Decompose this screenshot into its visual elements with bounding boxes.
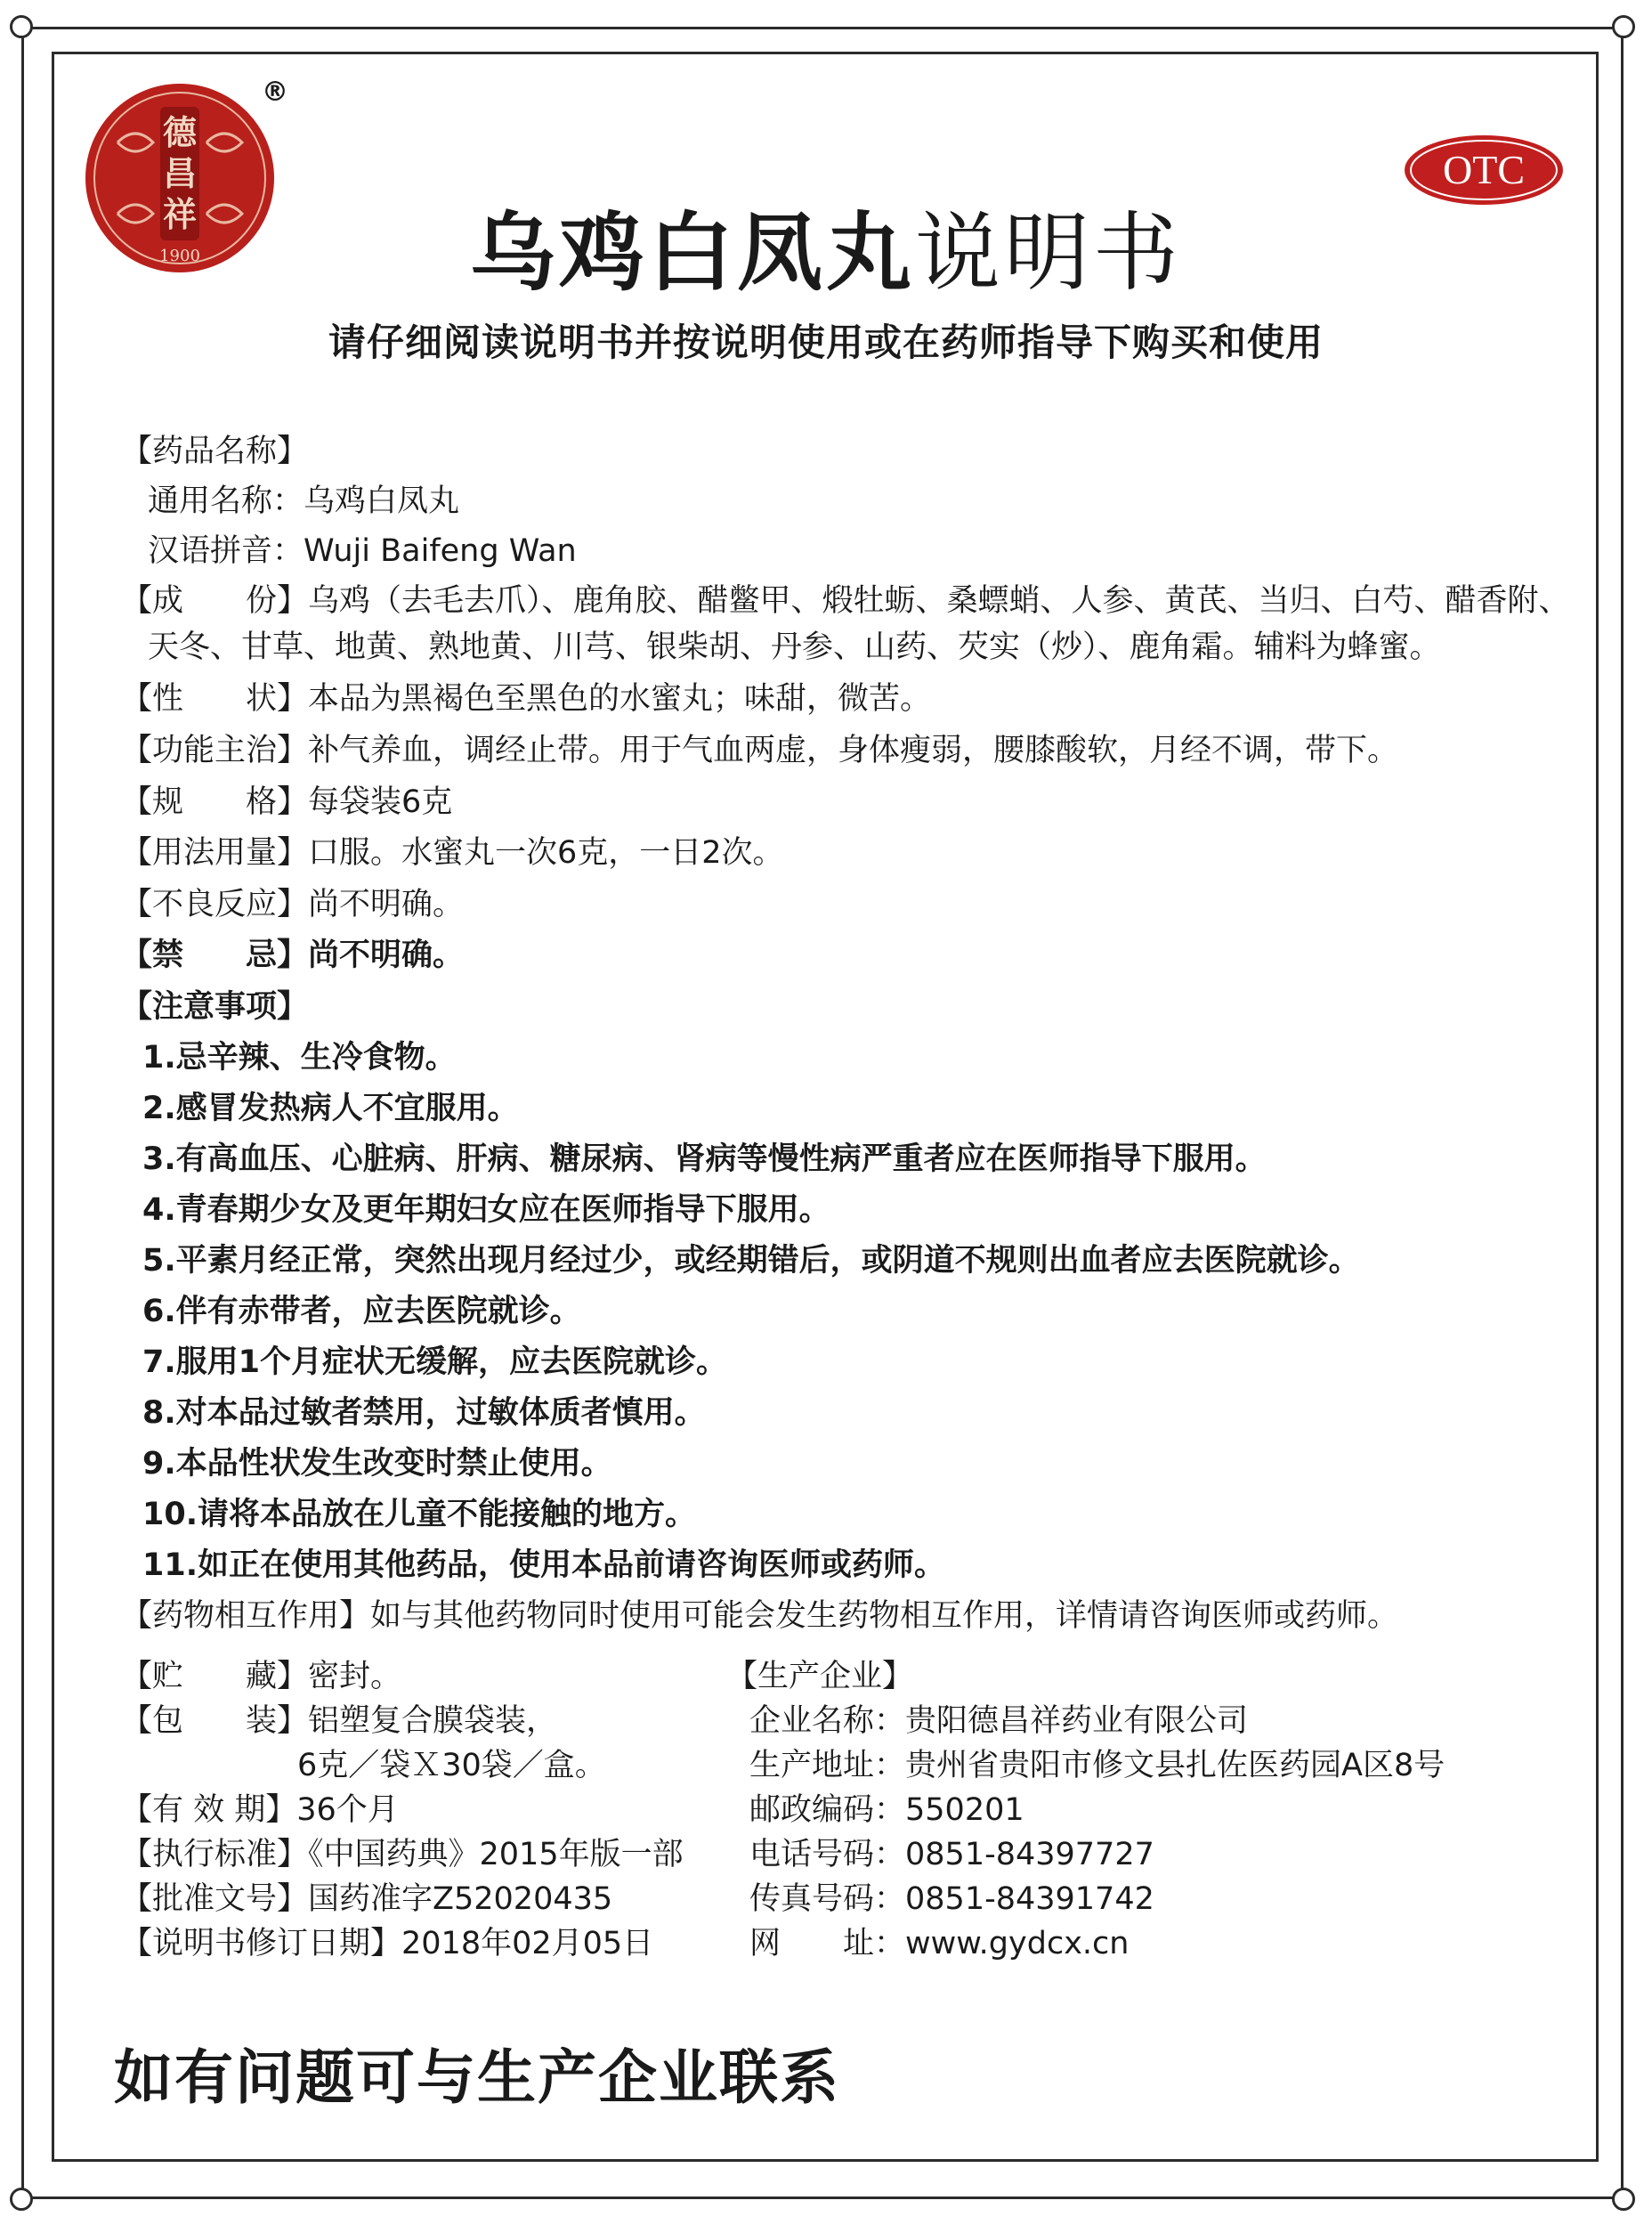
packaging-line2: 6克／袋Ｘ30袋／盒。 <box>297 1748 606 1783</box>
storage-row: 【贮 藏】密封。 <box>121 1659 402 1694</box>
corner-ornament <box>1612 15 1635 38</box>
precaution-item: 11.如正在使用其他药品，使用本品前请咨询医师或药师。 <box>142 1547 946 1583</box>
standard-row: 【执行标准】《中国药典》2015年版一部 <box>121 1837 684 1872</box>
revision-date-row: 【说明书修订日期】2018年02月05日 <box>121 1926 654 1961</box>
approval-row: 【批准文号】国药准字Z52020435 <box>121 1881 613 1917</box>
precaution-item: 2.感冒发热病人不宜服用。 <box>142 1091 519 1126</box>
website-row: 网 址：www.gydcx.cn <box>749 1926 1130 1961</box>
corner-ornament <box>1612 2188 1635 2211</box>
corner-ornament <box>10 2188 33 2211</box>
properties-row: 【性 状】本品为黑褐色至黑色的水蜜丸；味甜，微苦。 <box>121 681 932 717</box>
precaution-item: 10.请将本品放在儿童不能接触的地方。 <box>142 1497 697 1532</box>
precaution-item: 1.忌辛辣、生冷食物。 <box>142 1040 457 1076</box>
contraindications-row: 【禁 忌】尚不明确。 <box>121 938 465 973</box>
contact-notice: 如有问题可与生产企业联系 <box>114 2043 840 2112</box>
section-header-manufacturer: 【生产企业】 <box>726 1659 914 1694</box>
subtitle: 请仔细阅读说明书并按说明使用或在药师指导下购买和使用 <box>328 321 1324 364</box>
specification-row: 【规 格】每袋装6克 <box>121 784 453 820</box>
fax-row: 传真号码：0851-84391742 <box>749 1881 1154 1917</box>
validity-row: 【有 效 期】36个月 <box>121 1792 399 1828</box>
registered-mark: ® <box>262 77 288 108</box>
svg-text:1900: 1900 <box>159 247 200 265</box>
svg-text:德: 德 <box>162 112 198 152</box>
postcode-row: 邮政编码：550201 <box>749 1792 1024 1828</box>
precaution-item: 8.对本品过敏者禁用，过敏体质者慎用。 <box>142 1395 706 1431</box>
precaution-item: 7.服用1个月症状无缓解，应去医院就诊。 <box>142 1344 728 1380</box>
ingredients-row: 【成 份】乌鸡（去毛去爪）、鹿角胶、醋鳖甲、煅牡蛎、桑螵蛸、人参、黄芪、当归、白芍、醋香附、 <box>121 583 1570 619</box>
svg-text:祥: 祥 <box>162 194 198 234</box>
company-name-row: 企业名称：贵阳德昌祥药业有限公司 <box>749 1703 1249 1739</box>
ingredients-line2: 天冬、甘草、地黄、熟地黄、川芎、银柴胡、丹参、山药、芡实（炒）、鹿角霜。辅料为蜂蜜。 <box>148 629 1441 665</box>
company-address-row: 生产地址：贵州省贵阳市修文县扎佐医药园A区8号 <box>749 1748 1446 1783</box>
corner-ornament <box>10 15 33 38</box>
packaging-row: 【包 装】铝塑复合膜袋装， <box>121 1703 558 1739</box>
precaution-item: 5.平素月经正常，突然出现月经过少，或经期错后，或阴道不规则出血者应去医院就诊。 <box>142 1243 1360 1279</box>
pinyin-row: 汉语拼音：Wuji Baifeng Wan <box>148 533 577 569</box>
precaution-item: 9.本品性状发生改变时禁止使用。 <box>142 1446 612 1482</box>
svg-text:OTC: OTC <box>1443 147 1525 192</box>
precaution-item: 3.有高血压、心脏病、肝病、糖尿病、肾病等慢性病严重者应在医师指导下服用。 <box>142 1141 1267 1177</box>
svg-text:昌: 昌 <box>162 153 198 193</box>
section-header-drug-name: 【药品名称】 <box>121 434 309 469</box>
otc-badge <box>1403 134 1565 207</box>
page-title: 乌鸡白凤丸说明书 <box>470 203 1182 303</box>
precaution-item: 6.伴有赤带者，应去医院就诊。 <box>142 1294 581 1329</box>
dosage-row: 【用法用量】口服。水蜜丸一次6克，一日2次。 <box>121 835 784 871</box>
section-header-precautions: 【注意事项】 <box>121 989 309 1025</box>
adverse-reactions-row: 【不良反应】尚不明确。 <box>121 887 465 922</box>
precaution-item: 4.青春期少女及更年期妇女应在医师指导下服用。 <box>142 1192 830 1228</box>
phone-row: 电话号码：0851-84397727 <box>749 1837 1154 1872</box>
indications-row: 【功能主治】补气养血，调经止带。用于气血两虚，身体瘦弱，腰膝酸软，月经不调，带下。 <box>121 733 1399 768</box>
generic-name-row: 通用名称：乌鸡白凤丸 <box>148 483 460 519</box>
interactions-row: 【药物相互作用】如与其他药物同时使用可能会发生药物相互作用，详情请咨询医师或药师。 <box>121 1598 1399 1634</box>
